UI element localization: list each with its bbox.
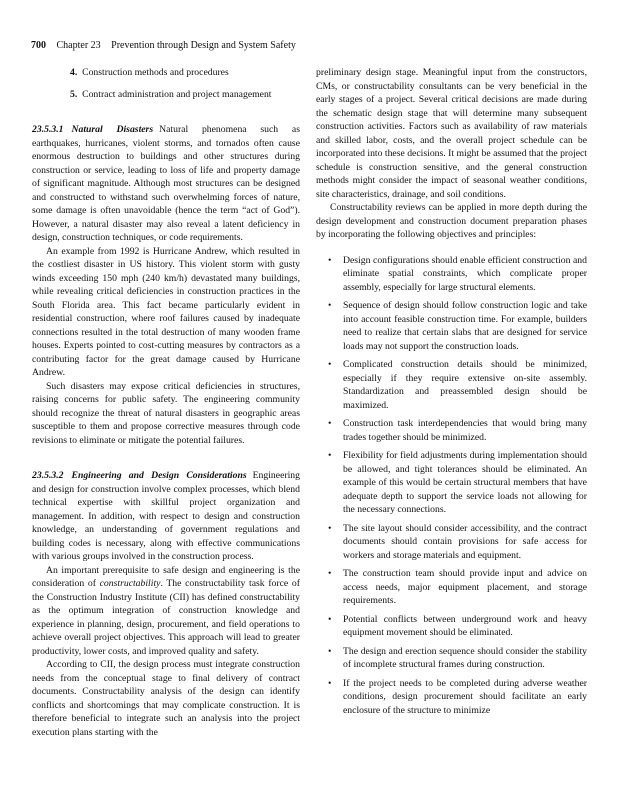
paragraph: Constructability reviews can be applied in more depth during the design development and construction document preparation phases by incorporating the following objectives and principles:	[316, 202, 587, 240]
list-item: • Sequence of design should follow construction logic and take into account feasible construction time. For example, builders need to realize that certain slabs that are designed for service loads may not support the construction loads.	[328, 300, 587, 352]
list-item: • Potential conflicts between underground work and heavy equipment movement should be eliminated.	[328, 613, 587, 638]
bullet-icon: •	[328, 613, 332, 625]
bullet-icon: •	[328, 645, 332, 657]
bullet-icon: •	[328, 450, 332, 461]
list-item: • The design and erection sequence should consider the stability of incomplete structural frames during construction.	[328, 645, 587, 670]
list-item: 4. Construction methods and procedures	[70, 67, 229, 78]
bullet-icon: •	[328, 359, 332, 370]
paragraph: Natural phenomena such as earthquakes, hurricanes, violent storms, and tornados often cause enormous destruction to buildings and other structures during construction or service, leading to loss of life and property damage of significant magnitude. Although most structures can be designed and constructed to withstand such overwhelming forces of nature, some damage is often unavoidable (hence the term “act of God”). However, a natural disaster may also reveal a latent deficiency in design, construction techniques, or code requirements.	[32, 124, 301, 243]
section-engineering-design	[32, 469, 300, 564]
paragraph: Such disasters may expose critical deficiencies in structures, raising concerns for public safety. The engineering community should recognize the threat of natural disasters in geographic areas susceptible to them and propose corrective measures through code revisions to eliminate or mitigate the potential failures.	[32, 380, 300, 446]
right-column	[316, 66, 587, 722]
bullet-icon: •	[328, 418, 332, 429]
paragraph: An example from 1992 is Hurricane Andrew, which resulted in the costliest disaster in US history. This violent storm with gusty winds exceeding 150 mph (240 km/h) devastated many buildings, while revealing critical deficiencies in construction practices in the South Florida area. This fact became particularly evident in residential construction, where roof failures caused by inadequate connections resulted in the total destruction of many wooden frame houses. Experts pointed to cost-cutting measures by contractors as a contributing factor for the great damage caused by Hurricane Andrew.	[32, 245, 300, 378]
bullet-icon: •	[328, 677, 332, 689]
list-item: • Flexibility for field adjustments during implementation should be allowed, and tight tolerances should be eliminated. An example of this would be certain structural members that have adequate depth to support the service loads not allowing for the necessary connections.	[328, 450, 587, 515]
list-item: • The construction team should provide input and advice on access needs, major equipment placement, and storage requirements.	[328, 568, 587, 606]
section-natural-disasters	[32, 123, 300, 245]
section-title: Engineering and Design Considerations	[71, 470, 247, 481]
paragraph: preliminary design stage. Meaningful input from the constructors, CMs, or constructability consultants can be very beneficial in the early stages of a project. Several critical decisions are made during the schematic design stage that will determine many subsequent construction activities. Factors such as availability of raw materials and skilled labor, costs, and the overall project schedule can be incorporated into these decisions. It might be assumed that the project schedule is construction sensitive, and the general construction methods might consider the impact of seasonal weather conditions, site characteristics, drainage, and soil conditions.	[316, 67, 587, 200]
running-head	[31, 40, 296, 51]
bullet-icon: •	[328, 568, 332, 579]
list-item: • Complicated construction details should be minimized, especially if they require extensive on-site assembly. Standardization and preassembled design should be maximized.	[328, 359, 587, 411]
list-item: • If the project needs to be completed during adverse weather conditions, design procurement should facilitate an early enclosure of the structure to minimize	[328, 677, 587, 716]
principles-list	[316, 254, 587, 718]
chapter-label: Chapter 23	[56, 40, 101, 51]
bullet-icon: •	[328, 522, 332, 534]
chapter-title: Prevention through Design and System Safety	[111, 40, 296, 51]
paragraph: Engineering and design for construction involve complex processes, which blend technical expertise with skillful project organization and management. In addition, with respect to design and construction knowledge, an understanding of government regulations and building codes is necessary, along with effective communications with various groups involved in the construction process.	[32, 470, 300, 562]
paragraph: According to CII, the design process must integrate construction needs from the conceptual stage to final delivery of contract documents. Constructability analysis of the design can identify conflicts and shortcomings that may complicate construction. It is therefore beneficial to integrate such an analysis into the project execution plans starting with the	[32, 659, 300, 738]
section-title: Natural Disasters	[71, 124, 154, 135]
section-number: 23.5.3.2	[32, 470, 64, 481]
numbered-list	[32, 66, 300, 101]
section-number: 23.5.3.1	[32, 124, 64, 135]
bullet-icon: •	[328, 300, 332, 311]
emphasis-term: constructability	[99, 578, 161, 589]
paragraph: An important prerequisite to safe design and engineering is the consideration of constructability. The constructability task force of the Construction Industry Institute (CII) has defined constructability as the optimum integration of construction knowledge and experience in planning, design, procurement, and field operations to achieve overall project objectives. This approach will lead to greater productivity, lower costs, and improved quality and safety.	[32, 564, 300, 657]
list-item: 5. Contract administration and project management	[70, 88, 272, 100]
page-number: 700	[31, 40, 46, 51]
list-item: • Design configurations should enable efficient construction and eliminate spatial constraints, which complicate proper assembly, especially for large structural elements.	[328, 254, 587, 293]
list-item: • The site layout should consider accessibility, and the contract documents should contain provisions for safe access for workers and storage materials and equipment.	[328, 522, 587, 561]
list-item: • Construction task interdependencies that would bring many trades together should be minimized.	[328, 418, 587, 443]
left-column	[32, 66, 300, 739]
bullet-icon: •	[328, 254, 332, 266]
